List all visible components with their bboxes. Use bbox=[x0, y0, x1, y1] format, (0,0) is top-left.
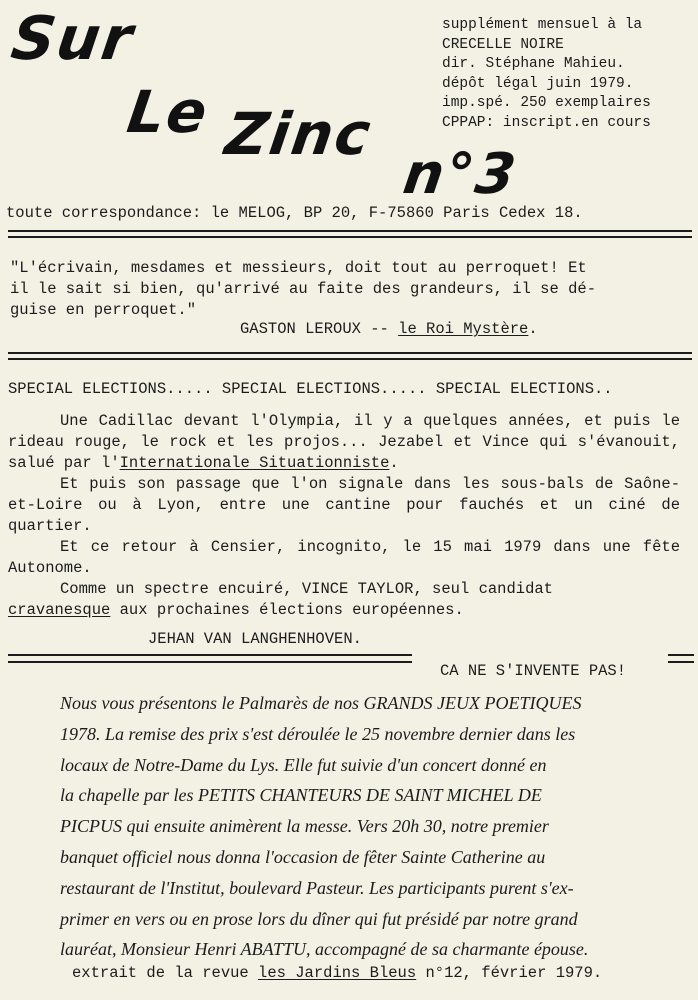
excerpt-line: lauréat, Monsieur Henri ABATTU, accompagné de sa charmante épouse. bbox=[60, 939, 589, 960]
divider bbox=[8, 230, 692, 232]
epigraph-line: guise en perroquet." bbox=[10, 301, 197, 319]
colophon-line: dépôt légal juin 1979. bbox=[442, 75, 634, 92]
excerpt-line: locaux de Notre-Dame du Lys. Elle fut suivie d'un concert donné en bbox=[60, 754, 547, 775]
colophon-line: dir. Stéphane Mahieu. bbox=[442, 56, 625, 72]
paragraph-text: aux prochaines élections européennes. bbox=[110, 601, 464, 619]
excerpt-line: banquet officiel nous donna l'occasion de fêter Sainte Catherine au bbox=[60, 846, 546, 867]
correspondence-address: toute correspondance: le MELOG, BP 20, F-75860 Paris Cedex 18. bbox=[6, 204, 583, 222]
epigraph-work: le Roi Mystère bbox=[398, 320, 529, 338]
article-paragraph bbox=[8, 411, 680, 474]
excerpt-line: primer en vers ou en prose lors du dîner qui fut présidé par notre grand bbox=[60, 908, 578, 929]
epigraph-line: il le sait si bien, qu'arrivé au faite des grandeurs, il se dé- bbox=[10, 280, 596, 298]
divider bbox=[8, 236, 692, 238]
divider bbox=[668, 654, 694, 656]
section-heading: CA NE S'INVENTE PAS! bbox=[440, 662, 627, 680]
divider bbox=[8, 358, 692, 360]
epigraph-end: . bbox=[528, 320, 538, 338]
paragraph-end: . bbox=[389, 454, 399, 472]
epigraph bbox=[10, 258, 596, 321]
masthead-title-sur: Sur bbox=[7, 4, 139, 74]
colophon-line: supplément mensuel à la bbox=[442, 17, 643, 33]
epigraph-attribution bbox=[240, 320, 538, 338]
excerpt-line: PICPUS qui ensuite animèrent la messe. Vers 20h 30, notre premier bbox=[60, 816, 549, 837]
masthead-title-zinc: Zinc bbox=[221, 100, 377, 168]
excerpt-line: restaurant de l'Institut, boulevard Pasteur. Les participants purent s'ex- bbox=[60, 877, 574, 898]
excerpt-line: la chapelle par les PETITS CHANTEURS DE SAINT MICHEL DE bbox=[60, 785, 542, 806]
masthead-title-le: Le bbox=[123, 78, 214, 146]
divider bbox=[668, 661, 694, 663]
jardins-bleus-title: les Jardins Bleus bbox=[258, 964, 417, 982]
palmares-excerpt bbox=[60, 688, 588, 965]
situationniste-link: Internationale Situationniste bbox=[119, 454, 390, 472]
paragraph-text: Une Cadillac devant l'Olympia, il y a quelques années, et puis le rideau rouge, le rock et les projos... Jezabel et Vince qui s'évanouit, salué par l' bbox=[8, 412, 680, 472]
special-elections-banner: SPECIAL ELECTIONS..... SPECIAL ELECTIONS..... SPECIAL ELECTIONS.. bbox=[8, 380, 613, 398]
excerpt-source bbox=[72, 964, 602, 982]
divider bbox=[8, 654, 412, 656]
excerpt-line: Nous vous présentons le Palmarès de nos GRANDS JEUX POETIQUES bbox=[60, 693, 582, 713]
source-prefix: extrait de la revue bbox=[72, 964, 259, 982]
divider bbox=[8, 352, 692, 354]
article-paragraph: Et puis son passage que l'on signale dans les sous-bals de Saône-et-Loire ou à Lyon, entre une cantine pour fauchés et un ciné de quartier. bbox=[8, 475, 680, 535]
epigraph-author: GASTON LEROUX -- bbox=[240, 320, 389, 338]
article-signature: JEHAN VAN LANGHENHOVEN. bbox=[148, 630, 362, 648]
issue-number: n°3 bbox=[399, 142, 522, 207]
colophon-line: imp.spé. 250 exemplaires bbox=[442, 95, 651, 111]
cravanesque-word: cravanesque bbox=[8, 601, 111, 619]
colophon-line: CRECELLE NOIRE bbox=[442, 36, 564, 53]
epigraph-line: "L'écrivain, mesdames et messieurs, doit tout au perroquet! Et bbox=[10, 259, 587, 277]
divider bbox=[8, 661, 412, 663]
colophon-line: CPPAP: inscript.en cours bbox=[442, 114, 651, 131]
paragraph-text: Comme un spectre encuiré, VINCE TAYLOR, seul candidat bbox=[60, 580, 553, 598]
excerpt-line: 1978. La remise des prix s'est déroulée le 25 novembre dernier dans les bbox=[60, 723, 576, 744]
article-paragraph: Et ce retour à Censier, incognito, le 15 mai 1979 dans une fête Autonome. bbox=[8, 538, 680, 577]
colophon bbox=[442, 16, 692, 133]
source-suffix: n°12, février 1979. bbox=[416, 964, 603, 982]
article-paragraph bbox=[8, 579, 680, 621]
special-elections-article bbox=[8, 411, 680, 650]
